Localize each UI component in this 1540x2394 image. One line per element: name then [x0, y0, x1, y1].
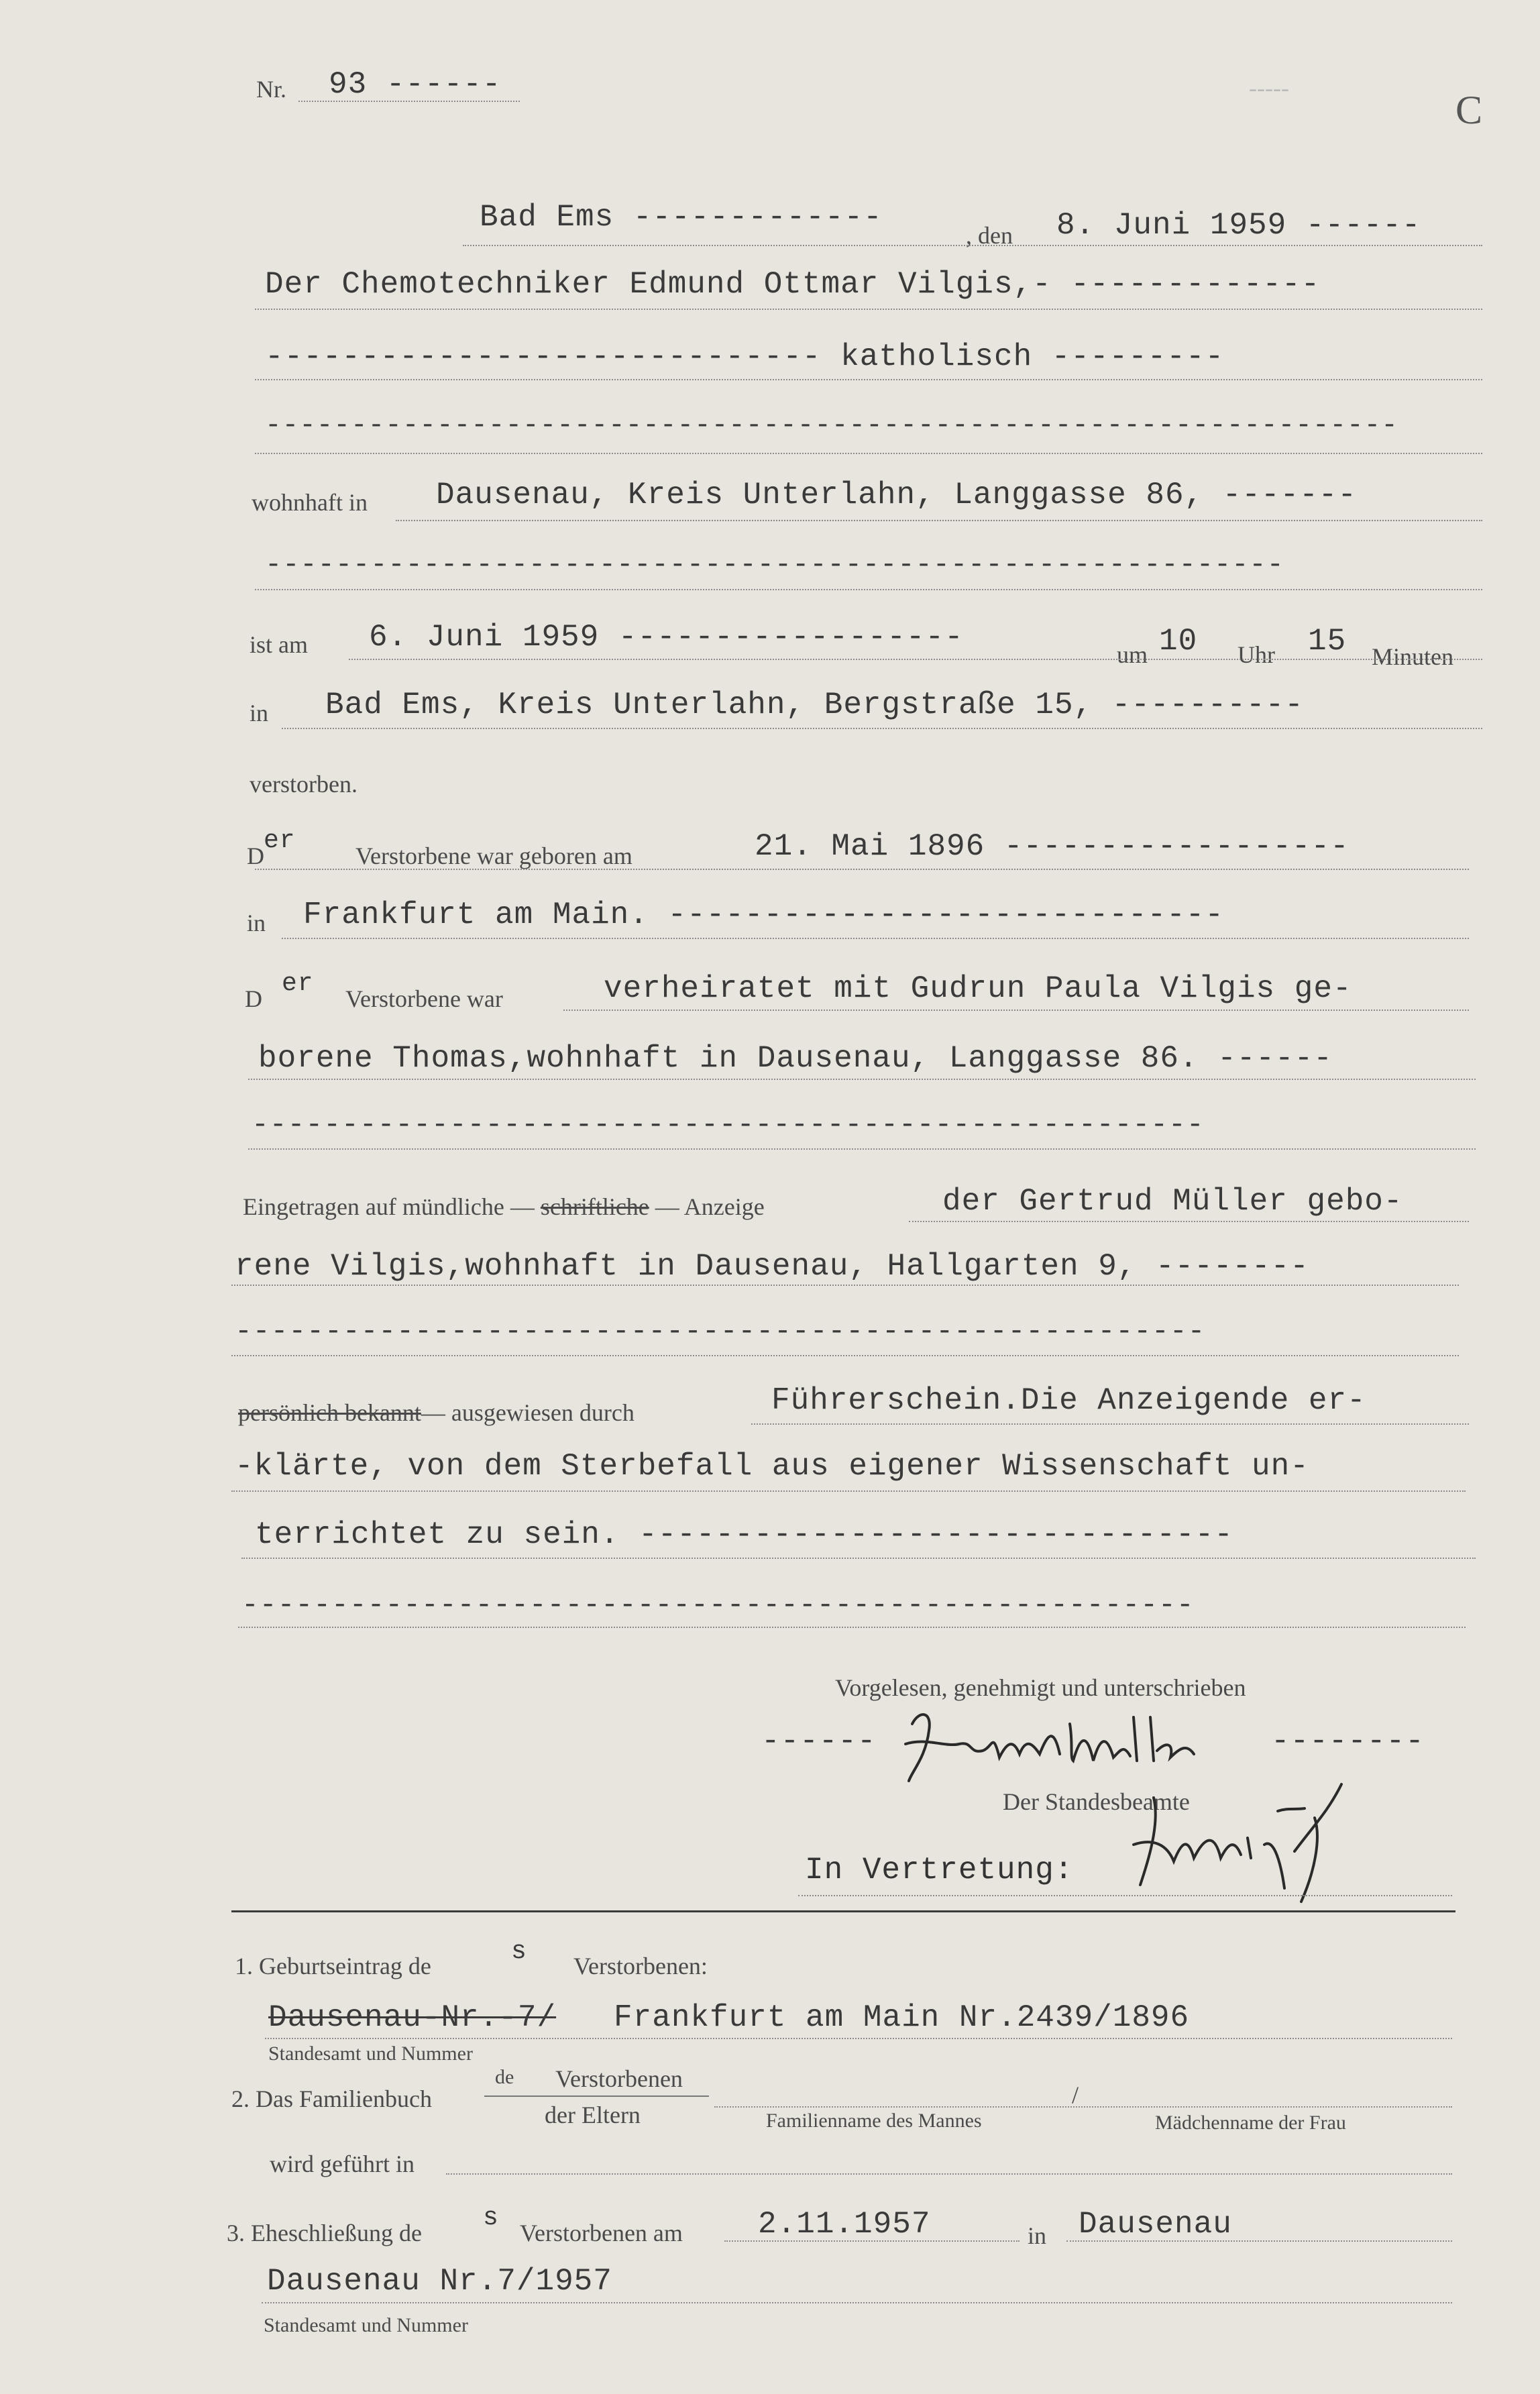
declarant-line-3: ------------------------------------------------------------------ — [265, 411, 1398, 441]
declarant-line-1: Der Chemotechniker Edmund Ottmar Vilgis,- ------------- — [265, 267, 1321, 302]
place-date-line — [463, 245, 1482, 246]
date-value: 8. Juni 1959 ------ — [1056, 208, 1421, 243]
note-1-label: 1. Geburtseintrag de — [235, 1953, 431, 1979]
registration-label-c: — Anzeige — [655, 1193, 765, 1220]
death-in-label: in — [250, 700, 269, 726]
um-label: um — [1117, 641, 1148, 668]
ist-am-label: ist am — [250, 631, 308, 658]
note-3-place: Dausenau — [1079, 2207, 1232, 2242]
note-3-suffix: s — [483, 2203, 499, 2232]
note-3-label-2: Verstorbenen am — [520, 2220, 683, 2246]
marital-line-2-rule — [248, 1079, 1476, 1080]
identification-label-tail: — ausgewiesen durch — [421, 1399, 635, 1426]
note-2-mannes-caption: Familienname des Mannes — [766, 2110, 982, 2132]
registration-line-3: ------------------------------------------------------ — [235, 1315, 1206, 1348]
registration-line-1: der Gertrud Müller gebo- — [942, 1184, 1403, 1219]
corner-dashes: ----- — [1249, 74, 1289, 101]
in-vertretung-label: In Vertretung: — [805, 1853, 1074, 1888]
birth-date: 21. Mai 1896 ------------------ — [755, 829, 1350, 864]
uhr-label: Uhr — [1238, 641, 1275, 668]
note-2-verstorbenen: Verstorbenen — [555, 2065, 683, 2092]
declarant-line-3-rule — [255, 453, 1482, 454]
birth-place: Frankfurt am Main. ----------------------------- — [303, 897, 1225, 932]
note-2-gefuehrt-rule — [446, 2173, 1452, 2175]
note-3-date: 2.11.1957 — [758, 2207, 931, 2242]
birth-d-suffix: er — [264, 826, 296, 855]
marital-d-label: D — [245, 985, 262, 1012]
residence-label: wohnhaft in — [252, 489, 368, 516]
declarant-line-1-rule — [255, 309, 1482, 310]
note-1-value: Frankfurt am Main Nr.2439/1896 — [614, 2000, 1190, 2035]
note-3-in-label: in — [1028, 2222, 1047, 2249]
death-date-rule — [349, 659, 1482, 660]
birth-d-label: D — [247, 842, 264, 869]
residence-value: Dausenau, Kreis Unterlahn, Langgasse 86, ------- — [436, 478, 1358, 512]
corner-letter: C — [1455, 88, 1483, 132]
den-label: , den — [966, 222, 1013, 249]
note-1-caption: Standesamt und Nummer — [268, 2043, 473, 2065]
marital-line-3: ----------------------------------------------------- — [252, 1108, 1205, 1141]
note-3-place-rule — [1066, 2240, 1452, 2242]
note-3-value-rule — [262, 2302, 1452, 2303]
note-2-slash: / — [1072, 2081, 1079, 2108]
note-1-label-2: Verstorbenen: — [573, 1953, 708, 1979]
marital-line-1-rule — [563, 1010, 1469, 1011]
note-2-label: 2. Das Familienbuch — [231, 2085, 432, 2112]
registration-line-2: rene Vilgis,wohnhaft in Dausenau, Hallgarten 9, -------- — [235, 1249, 1309, 1284]
note-2-frau-caption: Mädchenname der Frau — [1155, 2112, 1346, 2134]
note-2-der-eltern: der Eltern — [545, 2102, 641, 2128]
identification-line-3-rule — [241, 1558, 1476, 1559]
note-3-label: 3. Eheschließung de — [227, 2220, 422, 2246]
death-date: 6. Juni 1959 ------------------ — [369, 620, 964, 655]
read-approved-label: Vorgelesen, genehmigt und unterschrieben — [835, 1674, 1246, 1701]
registrar-signature — [1113, 1771, 1409, 1905]
registration-label-struck: schriftliche — [540, 1193, 649, 1220]
declarant-line-2: ----------------------------- katholisch --------- — [265, 339, 1225, 374]
signature-dashes-left: ------ — [761, 1724, 877, 1759]
marital-label: Verstorbene war — [345, 985, 503, 1012]
identification-line-3: terrichtet zu sein. ------------------------------- — [255, 1517, 1233, 1552]
note-2-fraction-line — [484, 2096, 709, 2097]
registration-line-2-rule — [231, 1285, 1459, 1286]
in-vertretung-rule — [798, 1895, 1452, 1896]
death-place-rule — [282, 728, 1482, 729]
identification-line-2: -klärte, von dem Sterbefall aus eigener Wissenschaft un- — [235, 1449, 1309, 1484]
identification-line-4-rule — [238, 1627, 1466, 1628]
note-1-rule — [265, 2038, 1452, 2039]
death-minutes: 15 — [1308, 624, 1347, 659]
minuten-label: Minuten — [1372, 643, 1453, 670]
verstorben-label: verstorben. — [250, 771, 358, 798]
residence-line-2-rule — [255, 589, 1482, 590]
note-3-caption: Standesamt und Nummer — [264, 2314, 468, 2336]
residence-rule — [396, 520, 1482, 521]
marital-line-3-rule — [248, 1148, 1476, 1150]
registration-label — [243, 1193, 765, 1221]
death-place: Bad Ems, Kreis Unterlahn, Bergstraße 15, ---------- — [325, 688, 1304, 722]
note-2-gefuehrt-label: wird geführt in — [270, 2151, 415, 2177]
birth-in-label: in — [247, 910, 266, 936]
marital-line-1: verheiratet mit Gudrun Paula Vilgis ge- — [604, 971, 1352, 1006]
declarant-line-2-rule — [255, 379, 1482, 380]
note-3-date-rule — [724, 2240, 1020, 2242]
identification-label-struck: persönlich bekannt — [238, 1399, 421, 1426]
registration-label-a: Eingetragen auf mündliche — — [243, 1193, 535, 1220]
note-1-suffix: s — [511, 1937, 527, 1966]
note-3-value: Dausenau Nr.7/1957 — [267, 2264, 612, 2299]
nr-value: 93 ------ — [329, 67, 502, 102]
birth-date-rule — [255, 869, 1469, 870]
registration-line-1-rule — [909, 1221, 1469, 1222]
note-2-name-rule — [714, 2106, 1452, 2108]
residence-line-2: ---------------------------------------------------------- — [265, 549, 1284, 581]
registration-line-3-rule — [231, 1355, 1459, 1356]
death-hour: 10 — [1159, 624, 1198, 659]
identification-line-1-rule — [751, 1423, 1469, 1425]
place-value: Bad Ems ------------- — [480, 200, 883, 235]
note-2-de: de — [495, 2066, 514, 2088]
birth-place-rule — [282, 938, 1469, 939]
notes-separator — [231, 1910, 1455, 1912]
born-label: Verstorbene war geboren am — [355, 842, 632, 869]
note-1-struck-entry: Dausenau-Nr.-7/ — [268, 2000, 557, 2035]
nr-label: Nr. — [256, 76, 286, 103]
identification-line-4: ----------------------------------------------------- — [241, 1588, 1195, 1621]
marital-d-suffix: er — [282, 969, 314, 998]
registrar-label: Der Standesbeamte — [1003, 1788, 1190, 1815]
identification-line-2-rule — [231, 1490, 1466, 1492]
identification-line-1: Führerschein.Die Anzeigende er- — [771, 1383, 1366, 1418]
marital-line-2: borene Thomas,wohnhaft in Dausenau, Langgasse 86. ------ — [258, 1041, 1333, 1076]
signature-dashes-right: -------- — [1271, 1724, 1425, 1759]
identification-label — [238, 1399, 635, 1427]
